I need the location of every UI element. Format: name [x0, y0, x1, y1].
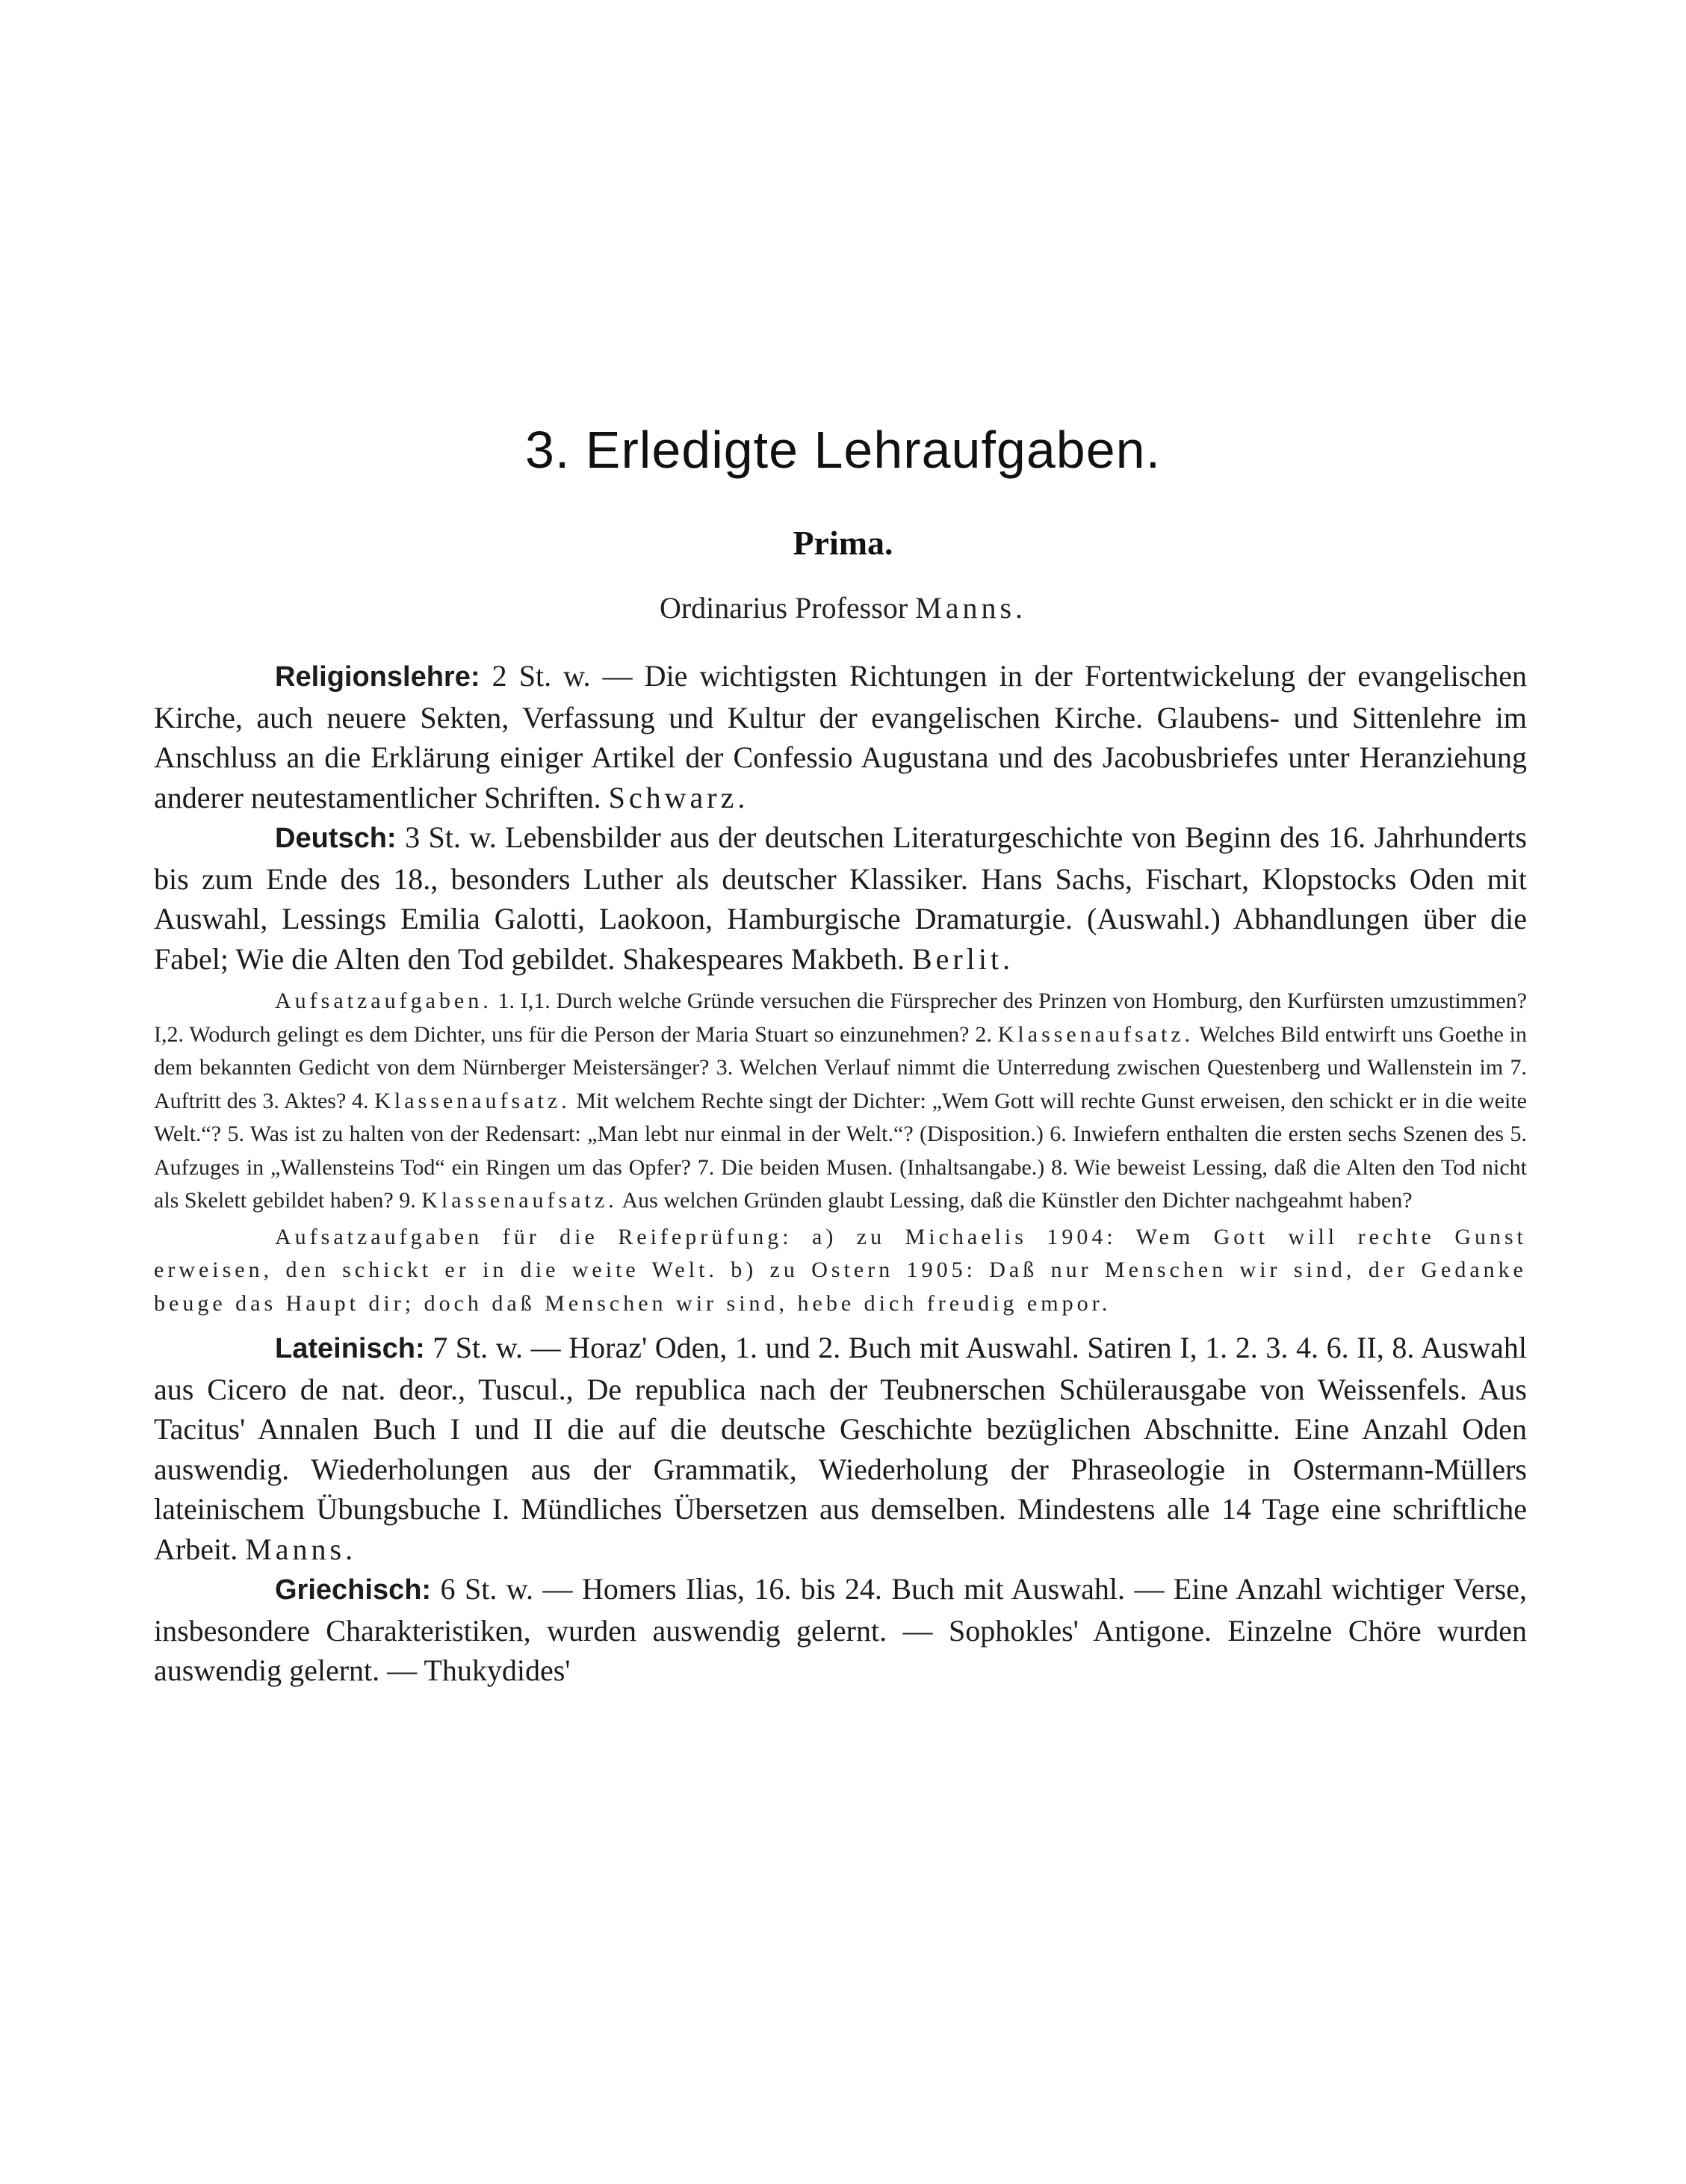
- section-latein: [154, 1328, 1527, 1569]
- subject-label: Religionslehre:: [275, 661, 480, 693]
- teacher-name: Berlit.: [911, 941, 1014, 976]
- ordinarius-prefix: Ordinarius Professor: [659, 591, 908, 625]
- aufsatz-label: Aufsatzaufgaben.: [275, 989, 492, 1013]
- document-body: [154, 656, 1527, 1691]
- ordinarius-name: Manns.: [915, 591, 1027, 625]
- aufsatz-paragraph: [154, 985, 1527, 1218]
- klassenaufsatz-label: Klassenaufsatz.: [374, 1088, 571, 1113]
- subject-label: Deutsch:: [275, 823, 397, 854]
- section-griechisch: [154, 1569, 1527, 1691]
- page-title: 3. Erledigte Lehraufgaben.: [524, 421, 1162, 479]
- section-religion: [154, 656, 1527, 817]
- teacher-name: Manns.: [245, 1532, 357, 1566]
- section-text: 6 St. w. — Homers Ilias, 16. bis 24. Buch mit Auswahl. — Eine Anzahl wichtiger Verse, insbesondere Charakteristiken, wurden auswendig gelernt. — Sophokles' Antigone. Einzelne Chöre wurden auswendig gelernt. — Thukydides': [154, 1572, 1527, 1687]
- klassenaufsatz-label: Klassenaufsatz.: [421, 1188, 618, 1213]
- aufsatz-text: Welches Bild entwirft uns Goethe in dem bekannten Gedicht von dem Nürnberger Meistersänger? 3. Welchen Verlauf nimmt die Unterredung zwischen Questenberg und Wallenstein im 7. Auftritt des 3. Aktes? 4.: [154, 1021, 1527, 1113]
- ordinarius-line: [0, 590, 1686, 625]
- klassenaufsatz-label: Klassenaufsatz.: [997, 1021, 1194, 1047]
- class-heading: Prima.: [793, 524, 893, 562]
- section-deutsch: [154, 817, 1527, 979]
- section-text: 3 St. w. Lebensbilder aus der deutschen Literaturgeschichte von Beginn des 16. Jahrhunderts bis zum Ende des 18., besonders Luther als deutscher Klassiker. Hans Sachs, Fischart, Klopstocks Oden mit Auswahl, Lessings Emilia Galotti, Laokoon, Hamburgische Dramaturgie. (Auswahl.) Abhandlungen über die Fabel; Wie die Alten den Tod gebildet. Shakespeares Makbeth.: [154, 820, 1527, 976]
- subject-label: Lateinisch:: [275, 1333, 425, 1364]
- aufsatz-text: Mit welchem Rechte singt der Dichter: „Wem Gott will rechte Gunst erweisen, den schickt er in die weite Welt.“? 5. Was ist zu halten von der Redensart: „Man lebt nur einmal in der Welt.“? (Disposition.) 6. Inwiefern enthalten die ersten sechs Szenen des 5. Aufzuges in „Wallensteins Tod“ ein Ringen um das Opfer? 7. Die beiden Musen. (Inhaltsangabe.) 8. Wie beweist Lessing, daß die Alten den Tod nicht als Skelett gebildet haben? 9.: [154, 1088, 1527, 1213]
- section-text: 7 St. w. — Horaz' Oden, 1. und 2. Buch mit Auswahl. Satiren I, 1. 2. 3. 4. 6. II, 8. Auswahl aus Cicero de nat. deor., Tuscul., De republica nach der Teubnerschen Schülerausgabe von Weissenfels. Aus Tacitus' Annalen Buch I und II die auf die deutsche Geschichte bezüglichen Abschnitte. Eine Anzahl Oden auswendig. Wiederholungen aus der Grammatik, Wiederholung der Phraseologie in Ostermann-Müllers lateinischem Übungsbuche I. Mündliches Übersetzen aus demselben. Mindestens alle 14 Tage eine schriftliche Arbeit.: [154, 1331, 1527, 1566]
- subject-label: Griechisch:: [275, 1574, 432, 1606]
- reifepruefung-paragraph: Aufsatzaufgaben für die Reifeprüfung: a) zu Michaelis 1904: Wem Gott will rechte Gunst erweisen, den schickt er in die weite Welt. b) zu Ostern 1905: Daß nur Menschen wir sind, der Gedanke beuge das Haupt dir; doch daß Menschen wir sind, hebe dich freudig empor.: [154, 1224, 1527, 1316]
- section-text: 2 St. w. — Die wichtigsten Richtungen in der Fortentwickelung der evangelischen Kirche, auch neuere Sekten, Verfassung und Kultur der evangelischen Kirche. Glaubens- und Sittenlehre im Anschluss an die Erklärung einiger Artikel der Confessio Augustana und des Jacobusbriefes unter Heranziehung anderer neutestamentlicher Schriften.: [154, 659, 1527, 814]
- aufsatz-text: Aus welchen Gründen glaubt Lessing, daß die Künstler den Dichter nachgeahmt haben?: [617, 1188, 1413, 1213]
- teacher-name: Schwarz.: [608, 780, 749, 814]
- aufsatz-text: 1. I,1. Durch welche Gründe versuchen die Fürsprecher des Prinzen von Homburg, den Kurfürsten umzustimmen? I,2. Wodurch gelingt es dem Dichter, uns für die Person der Maria Stuart so einzunehmen? 2.: [154, 989, 1527, 1047]
